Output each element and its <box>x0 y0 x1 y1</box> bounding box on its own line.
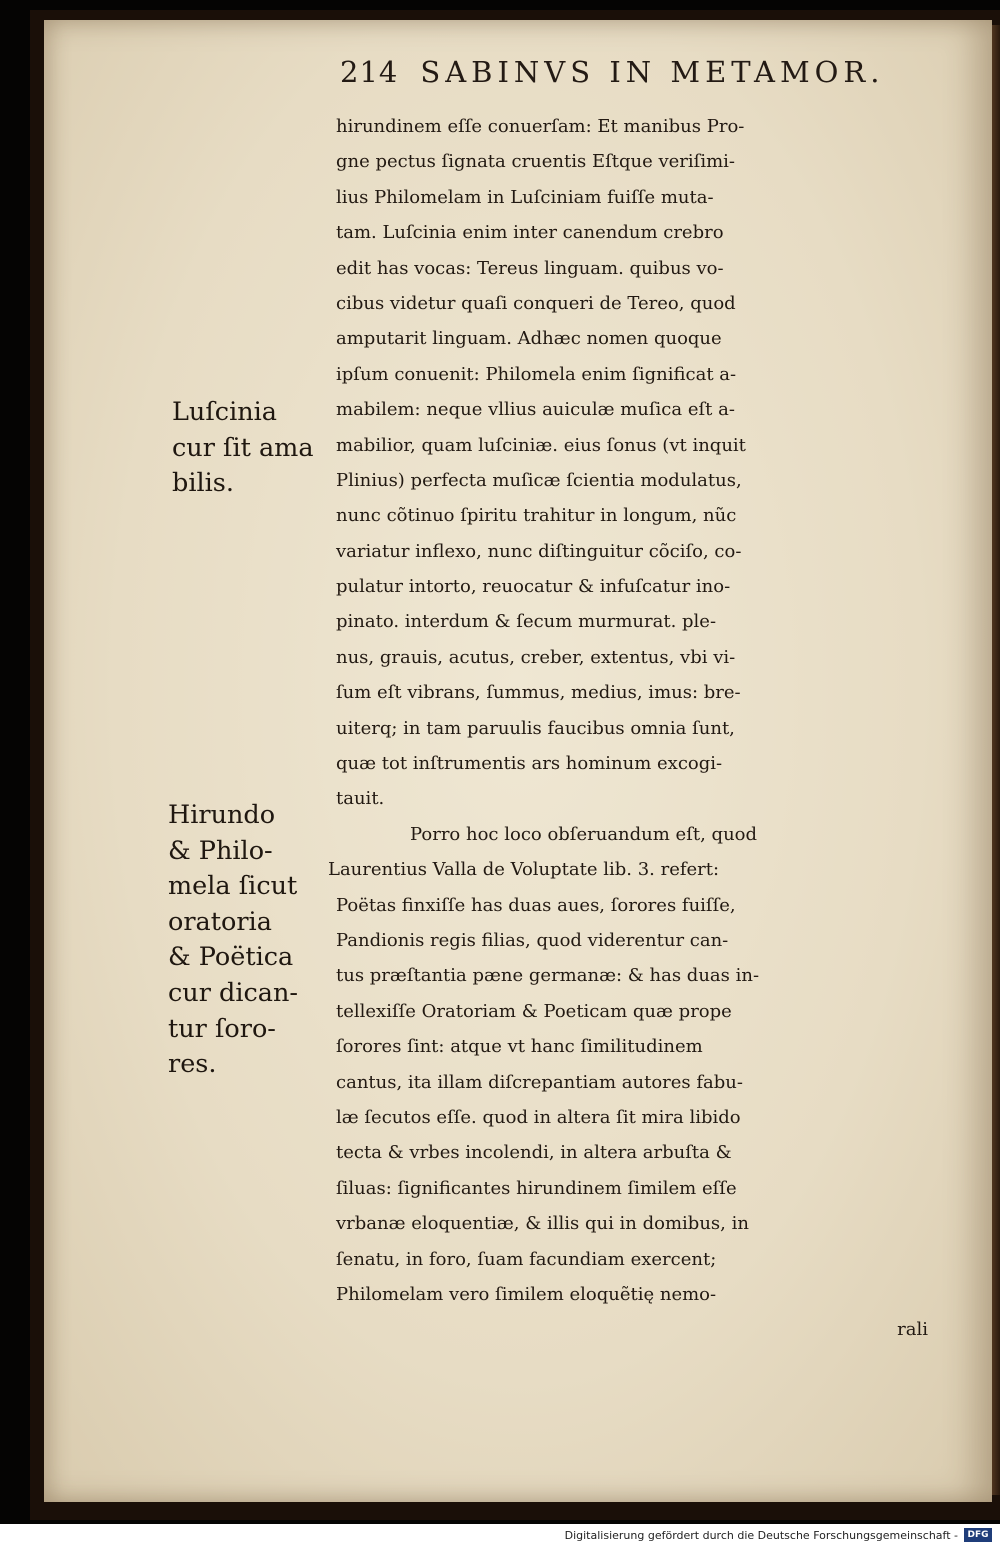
text-line: tauit. <box>336 788 385 810</box>
text-line: tam. Luſcinia enim inter canendum crebro <box>336 222 724 244</box>
text-line: variatur inflexo, nunc diſtinguitur cõciſo, co- <box>336 540 742 562</box>
text-line: tus præſtantia pæne germanæ: & has duas in- <box>336 965 760 987</box>
text-line: Plinius) perfecta muſicæ ſcientia modulatus, <box>336 469 742 491</box>
margin-note-line: & Poëtica <box>168 942 294 973</box>
footer-credit: Digitalisierung gefördert durch die Deutsche Forschungsgemeinschaft - <box>564 1529 958 1542</box>
text-line: cantus, ita illam diſcrepantiam autores fabu- <box>336 1071 743 1093</box>
margin-note-line: Hirundo <box>168 800 276 830</box>
page-number: 214 <box>340 55 399 89</box>
text-line: amputarit linguam. Adhæc nomen quoque <box>336 328 722 350</box>
text-line: mabilior, quam luſciniæ. eius ſonus (vt inquit <box>336 434 746 456</box>
text-line: Pandionis regis filias, quod viderentur can- <box>336 929 729 951</box>
text-line: læ ſecutos eſſe. quod in altera ſit mira libido <box>336 1106 741 1128</box>
margin-note-hirundo <box>168 798 298 1083</box>
margin-note-line: bilis. <box>172 468 234 499</box>
margin-note-line: tur ſoro- <box>168 1013 276 1044</box>
margin-note-line: Luſcinia <box>172 397 278 427</box>
text-line: Laurentius Valla de Voluptate lib. 3. refert: <box>328 859 720 881</box>
text-line: ſiluas: ſignificantes hirundinem ſimilem eſſe <box>336 1177 737 1199</box>
margin-note-line: cur ſit ama <box>172 432 314 463</box>
text-line: ſenatu, in foro, ſuam facundiam exercent; <box>336 1248 717 1270</box>
margin-note-luscinia <box>172 395 314 502</box>
text-line: Poëtas finxiſſe has duas aues, ſorores fuiſſe, <box>336 894 736 916</box>
text-line: nus, grauis, acutus, creber, extentus, vbi vi- <box>336 646 736 668</box>
text-line: hirundinem eſſe conuerſam: Et manibus Pro- <box>336 116 745 137</box>
text-line: nunc cõtinuo ſpiritu trahitur in longum, nũc <box>336 505 737 527</box>
text-line: edit has vocas: Tereus linguam. quibus vo- <box>336 257 724 279</box>
body-text <box>328 109 976 1348</box>
margin-note-line: & Philo- <box>168 835 273 866</box>
text-line: mabilem: neque vllius auiculæ muſica eſt a- <box>336 399 735 421</box>
text-line: cibus videtur quaſi conqueri de Tereo, quod <box>336 292 736 314</box>
paragraph-start-line: Porro hoc loco obſeruandum eſt, quod <box>410 823 758 845</box>
text-line: gne pectus ſignata cruentis Eſtque veriſimi- <box>336 151 735 173</box>
footer-bar <box>0 1524 1000 1547</box>
text-line: tellexiſſe Oratoriam & Poeticam quæ prope <box>336 1000 732 1022</box>
text-line: Philomelam vero ſimilem eloquẽtię nemo- <box>336 1283 717 1305</box>
text-line: lius Philomelam in Luſciniam fuiſſe muta- <box>336 186 714 208</box>
text-line: ipſum conuenit: Philomela enim ſignificat a- <box>336 363 737 385</box>
margin-note-line: res. <box>168 1049 217 1080</box>
text-line: pulatur intorto, reuocatur & infuſcatur ino- <box>336 576 731 598</box>
margin-note-line: mela ſicut <box>168 871 298 902</box>
text-line: ſorores ſint: atque vt hanc ſimilitudinem <box>336 1036 703 1058</box>
text-line: ſum eſt vibrans, ſummus, medius, imus: bre- <box>336 682 741 704</box>
text-line: uiterq; in tam paruulis faucibus omnia ſunt, <box>336 717 735 739</box>
margin-note-line: oratoria <box>168 906 272 937</box>
running-head-title: SABINVS IN METAMOR. <box>420 55 885 89</box>
dfg-logo-icon: DFG <box>964 1528 992 1542</box>
catchword: rali <box>897 1319 928 1341</box>
running-header <box>340 55 940 105</box>
text-line: tecta & vrbes incolendi, in altera arbuſta & <box>336 1142 732 1164</box>
text-line: quæ tot inſtrumentis ars hominum excogi- <box>336 753 723 775</box>
margin-note-line: cur dican- <box>168 977 299 1008</box>
text-line: vrbanæ eloquentiæ, & illis qui in domibus, in <box>336 1213 749 1235</box>
text-line: pinato. interdum & ſecum murmurat. ple- <box>336 611 717 633</box>
